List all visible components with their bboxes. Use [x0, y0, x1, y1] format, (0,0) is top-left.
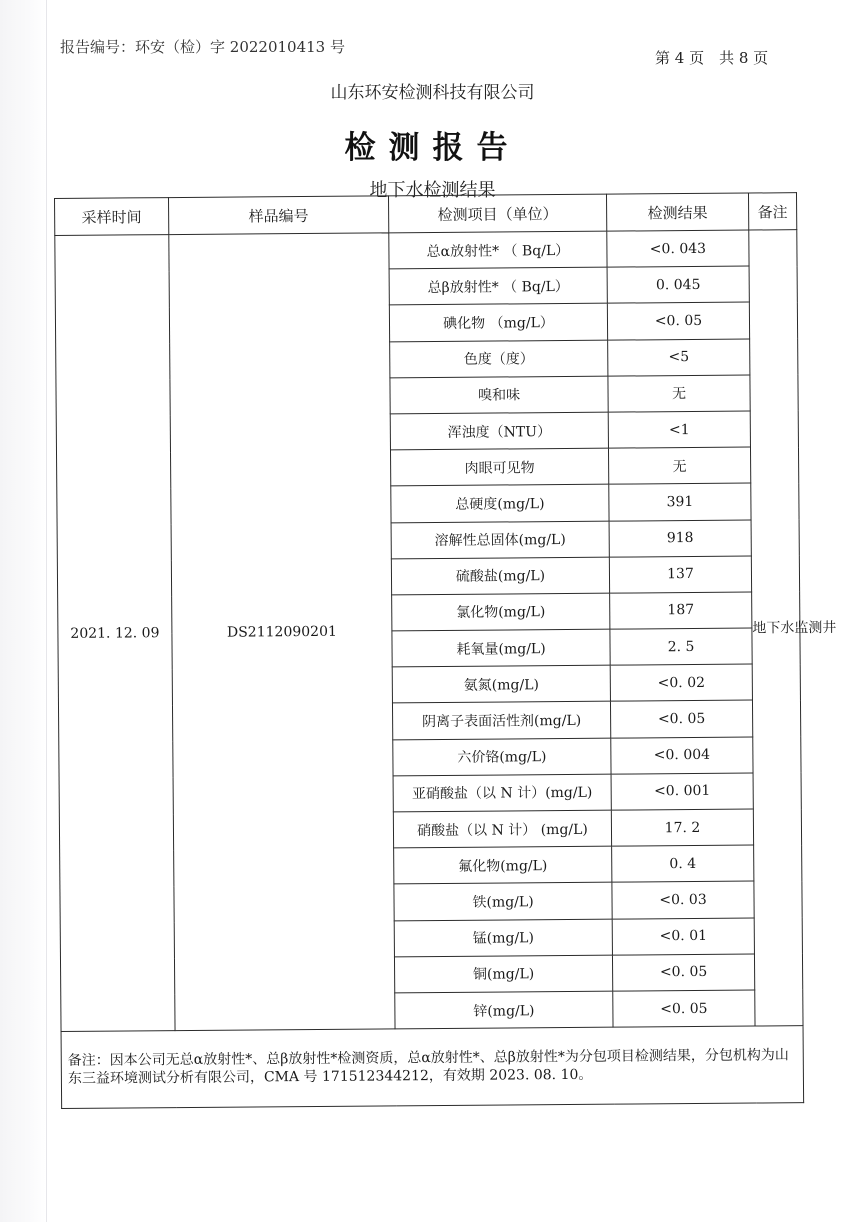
test-item-cell: 氟化物(mg/L) [394, 846, 612, 884]
test-result-cell: <0. 043 [607, 230, 749, 267]
test-result-cell: 918 [609, 520, 751, 557]
note-row [61, 1026, 804, 1109]
header-sample-id: 样品编号 [169, 196, 389, 235]
test-result-cell: <0. 001 [611, 773, 753, 810]
test-item-cell: 锰(mg/L) [394, 919, 612, 957]
report-title: 检测报告 [344, 130, 521, 166]
test-result-cell: <0. 02 [610, 664, 752, 701]
test-item-cell: 浑浊度（NTU） [390, 412, 608, 450]
test-item-cell: 亚硝酸盐（以 N 计）(mg/L) [393, 774, 611, 812]
test-result-cell: <0. 05 [613, 990, 755, 1027]
header-test-item: 检测项目（单位） [388, 194, 606, 233]
test-result-cell: <0. 05 [612, 954, 754, 991]
test-item-cell: 肉眼可见物 [390, 448, 608, 486]
test-item-cell: 氨氮(mg/L) [392, 665, 610, 703]
test-item-cell: 耗氧量(mg/L) [392, 629, 610, 667]
header-sampling-time: 采样时间 [55, 198, 169, 236]
test-result-cell: 391 [609, 483, 751, 520]
test-result-cell: <0. 03 [612, 881, 754, 918]
test-item-cell: 碘化物 （mg/L） [389, 304, 607, 342]
test-item-cell: 锌(mg/L) [395, 991, 613, 1029]
test-item-cell: 总β放射性* （ Bq/L） [389, 267, 607, 305]
table-header-row [55, 193, 797, 236]
header-remark: 备注 [748, 193, 796, 230]
test-result-cell: 137 [609, 556, 751, 593]
test-item-cell: 总α放射性* （ Bq/L） [389, 231, 607, 269]
test-item-cell: 硫酸盐(mg/L) [391, 557, 609, 595]
test-item-cell: 阴离子表面活性剂(mg/L) [392, 702, 610, 740]
test-result-cell: <0. 01 [612, 918, 754, 955]
test-item-cell: 氯化物(mg/L) [392, 593, 610, 631]
report-number: 报告编号：环安（检）字 2022010413 号 [60, 38, 345, 56]
test-result-cell: <1 [608, 411, 750, 448]
table-row [55, 230, 797, 272]
test-result-cell: <0. 004 [611, 737, 753, 774]
test-item-cell: 六价铬(mg/L) [393, 738, 611, 776]
test-result-cell: 187 [610, 592, 752, 629]
subcontract-note: 备注：因本公司无总α放射性*、总β放射性*检测资质，总α放射性*、总β放射性*为分包项目检测结果，分包机构为山东三益环境测试分析有限公司，CMA 号 171512344212，有效期 2023. 08. 10。 [61, 1026, 804, 1109]
test-result-cell: 17. 2 [611, 809, 753, 846]
test-result-cell: 0. 4 [612, 845, 754, 882]
test-result-cell: 无 [608, 375, 750, 412]
test-result-cell: 2. 5 [610, 628, 752, 665]
results-table [54, 192, 837, 1109]
remark-cell: 地下水监测井 [749, 230, 803, 1026]
header-test-result: 检测结果 [606, 193, 748, 231]
test-result-cell: 0. 045 [607, 266, 749, 303]
test-item-cell: 色度（度） [390, 340, 608, 378]
sample-id-cell: DS2112090201 [169, 233, 395, 1031]
test-item-cell: 铜(mg/L) [394, 955, 612, 993]
test-item-cell: 硝酸盐（以 N 计） (mg/L) [393, 810, 611, 848]
test-item-cell: 总硬度(mg/L) [391, 484, 609, 522]
table-subtitle: 地下水检测结果 [369, 180, 496, 201]
company-name: 山东环安检测科技有限公司 [330, 83, 535, 103]
page-indicator: 第 4 页 共 8 页 [655, 49, 769, 67]
test-result-cell: <5 [608, 339, 750, 376]
test-item-cell: 铁(mg/L) [394, 883, 612, 921]
test-result-cell: <0. 05 [607, 302, 749, 339]
test-item-cell: 嗅和味 [390, 376, 608, 414]
test-item-cell: 溶解性总固体(mg/L) [391, 521, 609, 559]
test-result-cell: <0. 05 [610, 700, 752, 737]
test-result-cell: 无 [608, 447, 750, 484]
sampling-time-cell: 2021. 12. 09 [55, 235, 175, 1032]
